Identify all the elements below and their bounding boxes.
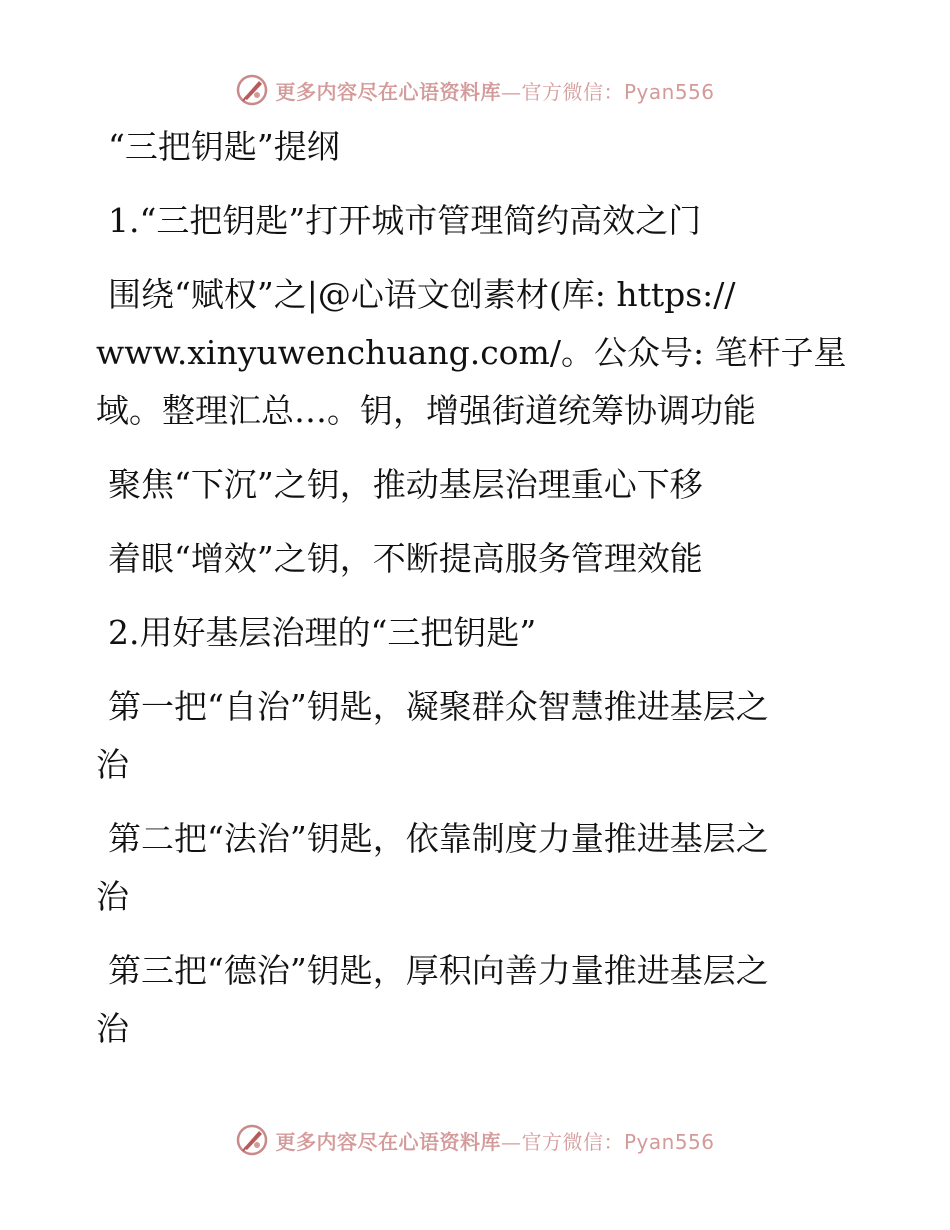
header-banner-text bbox=[275, 76, 714, 105]
section-1-heading: 1.“三把钥匙”打开城市管理简约高效之门 bbox=[108, 201, 702, 240]
document-title: “三把钥匙”提纲 bbox=[108, 127, 340, 166]
section-1-item-2: 聚焦“下沉”之钥，推动基层治理重心下移 bbox=[108, 465, 703, 504]
s2-item1-line1: 第一把“自治”钥匙，凝聚群众智慧推进基层之 bbox=[108, 687, 769, 726]
s1-item1-line3: 域。整理汇总…。钥，增强街道统筹协调功能 bbox=[96, 391, 756, 430]
quill-logo-icon bbox=[235, 1123, 269, 1157]
header-wechat-id: Pyan556 bbox=[623, 79, 715, 104]
document-body bbox=[96, 118, 847, 1058]
s2-item1-line2: 治 bbox=[96, 745, 129, 784]
header-dash: — bbox=[500, 79, 522, 104]
header-banner bbox=[0, 70, 950, 110]
footer-site-text: 更多内容尽在心语资料库 bbox=[275, 1129, 501, 1154]
s2-item2-line1: 第二把“法治”钥匙，依靠制度力量推进基层之 bbox=[108, 819, 769, 858]
footer-banner-text bbox=[275, 1126, 714, 1155]
header-site-text: 更多内容尽在心语资料库 bbox=[275, 79, 501, 104]
footer-dash: — bbox=[500, 1129, 522, 1154]
footer-wechat-id: Pyan556 bbox=[623, 1129, 715, 1154]
s1-item1-line1: 围绕“赋权”之|@心语文创素材(库: https:// bbox=[108, 275, 736, 314]
section-2-item-3 bbox=[96, 942, 836, 1058]
section-2-item-2 bbox=[96, 810, 836, 926]
section-1-item-3: 着眼“增效”之钥，不断提高服务管理效能 bbox=[108, 539, 703, 578]
s1-item1-line2: www.xinyuwenchuang.com/。公众号: 笔杆子星 bbox=[96, 333, 847, 372]
section-1-item-1 bbox=[96, 266, 847, 440]
quill-logo-icon bbox=[235, 73, 269, 107]
header-wechat-label: 官方微信： bbox=[521, 79, 624, 104]
footer-banner bbox=[0, 1120, 950, 1160]
section-2-item-1 bbox=[96, 678, 836, 794]
s2-item2-line2: 治 bbox=[96, 877, 129, 916]
footer-wechat-label: 官方微信： bbox=[521, 1129, 624, 1154]
s2-item3-line1: 第三把“德治”钥匙，厚积向善力量推进基层之 bbox=[108, 951, 769, 990]
section-2-heading: 2.用好基层治理的“三把钥匙” bbox=[108, 613, 537, 652]
s2-item3-line2: 治 bbox=[96, 1009, 129, 1048]
